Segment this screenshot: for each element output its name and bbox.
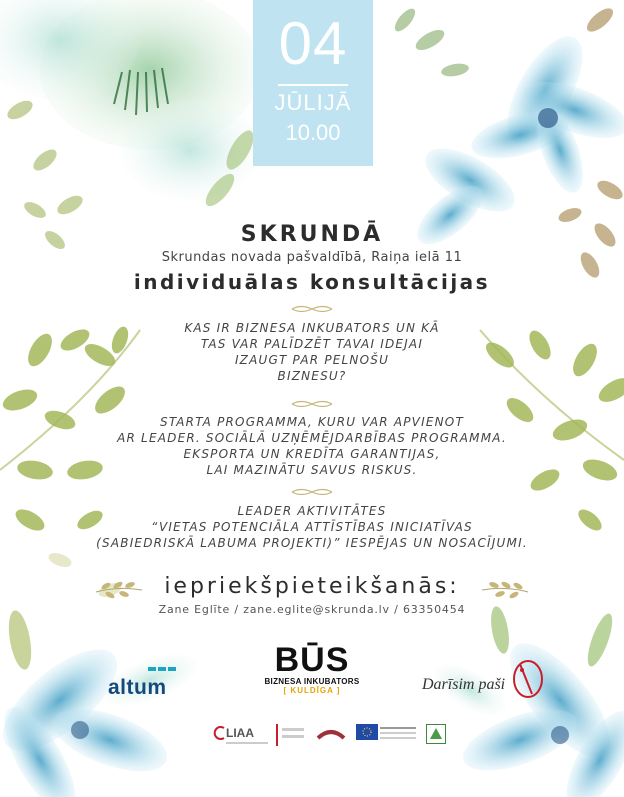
event-day: 04	[278, 10, 348, 77]
partner-logos	[212, 720, 448, 750]
event-month: JŪLIJĀ	[274, 90, 352, 115]
paragraph-line: EKSPORTA UN KREDĪTA GARANTIJAS,	[183, 447, 441, 461]
eu-flag-icon	[356, 724, 378, 740]
liaa-wordmark: LIAA	[226, 726, 254, 740]
date-divider	[278, 84, 348, 86]
ornament-divider-icon	[290, 303, 334, 315]
darisim-pasi-logo	[420, 656, 560, 704]
event-city: SKRUNDĀ	[240, 222, 384, 247]
latvia-flag-icon	[316, 724, 346, 744]
liaa-caption-line	[226, 742, 268, 744]
paragraph-line: LEADER AKTIVITĀTES	[237, 504, 387, 518]
altum-logo	[108, 664, 188, 704]
event-time: 10.00	[285, 120, 341, 145]
ornament-divider-icon	[290, 398, 334, 410]
date-banner	[253, 0, 373, 166]
paragraph-line: “VIETAS POTENCIĀLA ATTĪSTĪBAS INICIATĪVAS	[151, 520, 473, 534]
bus-city: [ KULDĪGA ]	[283, 686, 341, 695]
paragraph-line: AR LEADER. SOCIĀLĀ UZŅĒMĒJDARBĪBAS PROGRAMMA.	[117, 431, 507, 445]
paragraph-line: KAS IR BIZNESA INKUBATORS UN KĀ	[184, 321, 440, 335]
bus-logo	[262, 643, 362, 713]
paragraph-incubator	[0, 320, 624, 384]
event-address: Skrundas novada pašvaldībā, Raiņa ielā 11	[161, 250, 463, 265]
paragraph-line: (SABIEDRISKĀ LABUMA PROJEKTI)” IESPĒJAS UN NOSACĪJUMI.	[96, 536, 528, 550]
paragraph-line: BIZNESU?	[277, 369, 347, 383]
registration-contact: Zane Eglīte / zane.eglite@skrunda.lv / 63350454	[158, 603, 466, 616]
bus-subtitle: BIZNESA INKUBATORS	[264, 677, 360, 686]
paragraph-leader	[0, 503, 624, 551]
liaa-mark-icon	[212, 726, 226, 740]
paragraph-line: TAS VAR PALĪDZĒT TAVAI IDEJAI	[200, 337, 424, 351]
leader-logo-icon	[426, 724, 446, 744]
paragraph-line: LAI MAZINĀTU SAVUS RISKUS.	[206, 463, 418, 477]
liaa-logo	[212, 724, 268, 746]
ornament-divider-icon	[290, 486, 334, 498]
event-subtitle: individuālas konsultācijas	[133, 270, 491, 294]
paragraph-line: STARTA PROGRAMMA, KURU VAR APVIENOT	[160, 415, 464, 429]
ministry-logo	[276, 724, 308, 746]
paragraph-line: IZAUGT PAR PELNOŠU	[234, 353, 390, 367]
paragraph-programs	[0, 414, 624, 478]
eu-fund-text	[380, 724, 416, 742]
darisim-wordmark: Darīsim paši	[422, 676, 506, 693]
darisim-mark-icon	[508, 656, 548, 702]
bus-wordmark: BŪS	[274, 641, 350, 679]
altum-wordmark: altum	[108, 676, 167, 699]
registration-title: iepriekšpieteikšanās:	[164, 574, 460, 599]
altum-bars-icon	[148, 664, 184, 672]
